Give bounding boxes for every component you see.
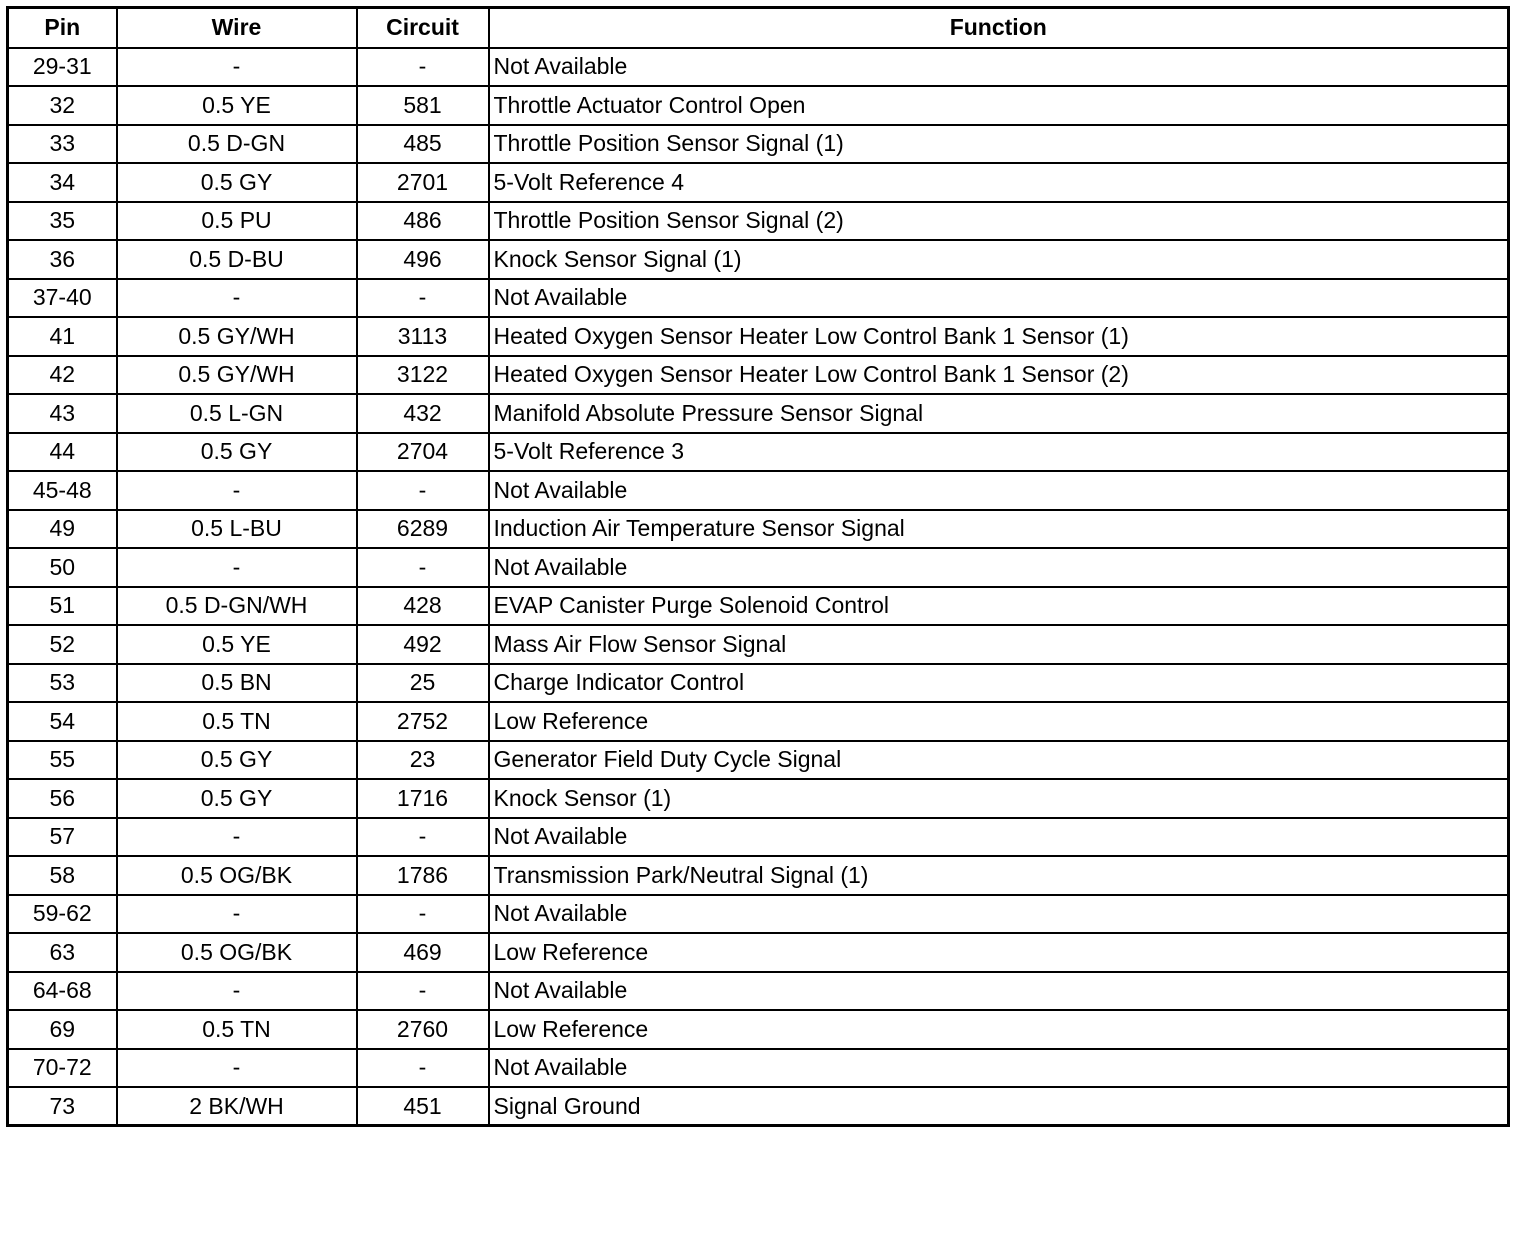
function-cell: Low Reference [489,702,1509,741]
wire-cell: 0.5 GY/WH [117,356,357,395]
table-row [8,856,1509,895]
circuit-cell: 451 [357,1087,489,1126]
table-row [8,202,1509,241]
circuit-cell: - [357,279,489,318]
circuit-cell: 496 [357,240,489,279]
wire-cell: 0.5 L-GN [117,394,357,433]
header-pin: Pin [8,8,117,48]
table-row [8,125,1509,164]
function-cell: Knock Sensor (1) [489,779,1509,818]
function-cell: Low Reference [489,1010,1509,1049]
circuit-cell: 581 [357,86,489,125]
header-circuit: Circuit [357,8,489,48]
function-cell: Transmission Park/Neutral Signal (1) [489,856,1509,895]
table-row [8,1010,1509,1049]
circuit-cell: - [357,972,489,1011]
wire-cell: - [117,818,357,857]
table-row [8,240,1509,279]
circuit-cell: 432 [357,394,489,433]
wire-cell: 0.5 OG/BK [117,933,357,972]
wire-cell: 0.5 L-BU [117,510,357,549]
pin-cell: 34 [8,163,117,202]
pin-cell: 56 [8,779,117,818]
function-cell: Induction Air Temperature Sensor Signal [489,510,1509,549]
wire-cell: 0.5 TN [117,702,357,741]
table-header [8,8,1509,48]
table-row [8,394,1509,433]
circuit-cell: - [357,818,489,857]
circuit-cell: 1786 [357,856,489,895]
wire-cell: - [117,471,357,510]
pin-cell: 53 [8,664,117,703]
wire-cell: - [117,48,357,87]
wire-cell: 0.5 GY [117,163,357,202]
circuit-cell: 2704 [357,433,489,472]
table-row [8,163,1509,202]
pin-cell: 35 [8,202,117,241]
function-cell: Not Available [489,972,1509,1011]
table-body [8,48,1509,1126]
pin-cell: 45-48 [8,471,117,510]
circuit-cell: - [357,48,489,87]
wire-cell: - [117,972,357,1011]
pin-cell: 64-68 [8,972,117,1011]
pin-cell: 57 [8,818,117,857]
table-row [8,664,1509,703]
function-cell: Generator Field Duty Cycle Signal [489,741,1509,780]
circuit-cell: 1716 [357,779,489,818]
wire-cell: 0.5 YE [117,625,357,664]
function-cell: Heated Oxygen Sensor Heater Low Control Bank 1 Sensor (1) [489,317,1509,356]
circuit-cell: 469 [357,933,489,972]
connector-pinout-table [6,6,1510,1127]
table-row [8,779,1509,818]
circuit-cell: 2760 [357,1010,489,1049]
pin-cell: 58 [8,856,117,895]
wire-cell: 0.5 GY [117,433,357,472]
function-cell: 5-Volt Reference 3 [489,433,1509,472]
wire-cell: 2 BK/WH [117,1087,357,1126]
function-cell: Throttle Position Sensor Signal (2) [489,202,1509,241]
function-cell: 5-Volt Reference 4 [489,163,1509,202]
circuit-cell: - [357,471,489,510]
circuit-cell: 25 [357,664,489,703]
function-cell: Throttle Position Sensor Signal (1) [489,125,1509,164]
wire-cell: 0.5 OG/BK [117,856,357,895]
pin-cell: 54 [8,702,117,741]
pin-cell: 36 [8,240,117,279]
function-cell: Not Available [489,818,1509,857]
circuit-cell: 2752 [357,702,489,741]
function-cell: Signal Ground [489,1087,1509,1126]
pin-cell: 55 [8,741,117,780]
table-row [8,86,1509,125]
wire-cell: - [117,1049,357,1088]
table-row [8,317,1509,356]
wire-cell: 0.5 GY [117,741,357,780]
pin-cell: 49 [8,510,117,549]
pin-cell: 50 [8,548,117,587]
pin-cell: 43 [8,394,117,433]
circuit-cell: - [357,895,489,934]
pin-cell: 52 [8,625,117,664]
circuit-cell: 485 [357,125,489,164]
function-cell: Charge Indicator Control [489,664,1509,703]
wire-cell: 0.5 PU [117,202,357,241]
function-cell: Low Reference [489,933,1509,972]
pin-cell: 42 [8,356,117,395]
pin-cell: 37-40 [8,279,117,318]
function-cell: Not Available [489,279,1509,318]
wire-cell: 0.5 D-BU [117,240,357,279]
wire-cell: 0.5 BN [117,664,357,703]
function-cell: Not Available [489,1049,1509,1088]
pin-cell: 69 [8,1010,117,1049]
circuit-cell: - [357,548,489,587]
table-row [8,972,1509,1011]
table-row [8,48,1509,87]
function-cell: EVAP Canister Purge Solenoid Control [489,587,1509,626]
pin-cell: 59-62 [8,895,117,934]
header-wire: Wire [117,8,357,48]
table-row [8,510,1509,549]
function-cell: Not Available [489,548,1509,587]
table-row [8,625,1509,664]
function-cell: Not Available [489,48,1509,87]
pin-cell: 51 [8,587,117,626]
wire-cell: 0.5 TN [117,1010,357,1049]
table-row [8,933,1509,972]
wire-cell: 0.5 D-GN/WH [117,587,357,626]
table-row [8,1087,1509,1126]
table-row [8,356,1509,395]
function-cell: Throttle Actuator Control Open [489,86,1509,125]
header-function: Function [489,8,1509,48]
function-cell: Not Available [489,895,1509,934]
table-row [8,702,1509,741]
table-row [8,818,1509,857]
table-row [8,433,1509,472]
circuit-cell: 428 [357,587,489,626]
header-row [8,8,1509,48]
wire-cell: 0.5 GY/WH [117,317,357,356]
circuit-cell: - [357,1049,489,1088]
pin-cell: 29-31 [8,48,117,87]
function-cell: Knock Sensor Signal (1) [489,240,1509,279]
function-cell: Manifold Absolute Pressure Sensor Signal [489,394,1509,433]
wire-cell: 0.5 YE [117,86,357,125]
circuit-cell: 492 [357,625,489,664]
pin-cell: 73 [8,1087,117,1126]
circuit-cell: 3122 [357,356,489,395]
function-cell: Mass Air Flow Sensor Signal [489,625,1509,664]
wire-cell: 0.5 GY [117,779,357,818]
table-row [8,1049,1509,1088]
circuit-cell: 3113 [357,317,489,356]
table-row [8,587,1509,626]
table-row [8,548,1509,587]
table-row [8,471,1509,510]
table-row [8,741,1509,780]
table-row [8,895,1509,934]
wire-cell: - [117,279,357,318]
wire-cell: - [117,548,357,587]
wire-cell: 0.5 D-GN [117,125,357,164]
table-row [8,279,1509,318]
circuit-cell: 23 [357,741,489,780]
wire-cell: - [117,895,357,934]
pin-cell: 63 [8,933,117,972]
function-cell: Not Available [489,471,1509,510]
pin-cell: 44 [8,433,117,472]
pin-cell: 33 [8,125,117,164]
circuit-cell: 2701 [357,163,489,202]
pin-cell: 41 [8,317,117,356]
circuit-cell: 6289 [357,510,489,549]
pin-cell: 70-72 [8,1049,117,1088]
function-cell: Heated Oxygen Sensor Heater Low Control Bank 1 Sensor (2) [489,356,1509,395]
circuit-cell: 486 [357,202,489,241]
pin-cell: 32 [8,86,117,125]
